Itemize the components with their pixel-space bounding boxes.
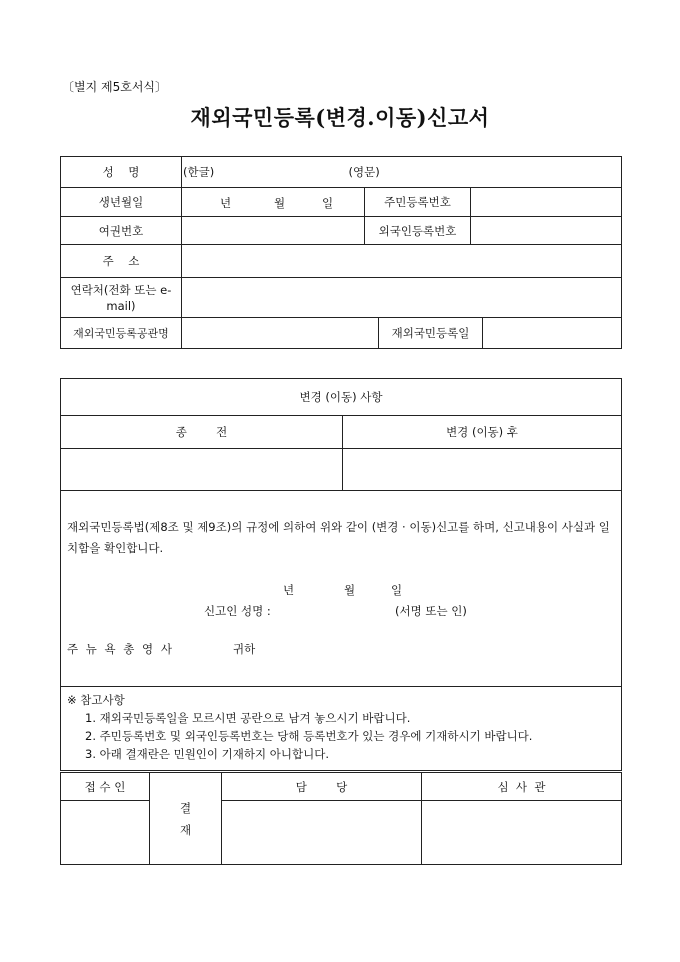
addressee: 주 뉴 욕 총 영 사 [67, 642, 172, 656]
applicant-info-table [60, 156, 622, 318]
resident-no-field[interactable] [471, 188, 622, 217]
declaration-section [61, 491, 622, 687]
declaration-text: 재외국민등록법(제8조 및 제9조)의 규정에 의하여 위와 같이 (변경 · 이동)신고를 하며, 신고내용이 사실과 일치함을 확인합니다. [67, 520, 610, 555]
note-item: 3. 아래 결재란은 민원인이 기재하지 아니합니다. [85, 747, 329, 761]
sign-note: (서명 또는 인) [395, 604, 467, 618]
examiner-field[interactable] [422, 801, 622, 865]
mission-table [60, 317, 622, 349]
mission-field[interactable] [182, 318, 379, 349]
receiver-label: 접 수 인 [61, 773, 150, 801]
birth-label: 생년월일 [61, 188, 182, 217]
approval-label-1: 결 [179, 800, 192, 815]
reg-date-field[interactable] [483, 318, 622, 349]
before-label: 종 전 [61, 416, 343, 449]
passport-label: 여권번호 [61, 217, 182, 245]
contact-field[interactable] [182, 278, 622, 318]
approval-table [60, 772, 622, 865]
after-label: 변경 (이동) 후 [343, 416, 622, 449]
in-charge-field[interactable] [222, 801, 422, 865]
birth-day-label: 일 [322, 196, 334, 210]
name-korean-label: (한글) [183, 165, 215, 179]
changes-header: 변경 (이동) 사항 [61, 379, 622, 416]
decl-month-label: 월 [344, 583, 356, 597]
addressee-suffix: 귀하 [233, 642, 256, 656]
name-field[interactable] [182, 157, 622, 188]
in-charge-label: 담 당 [222, 773, 422, 801]
notes-heading: ※ 참고사항 [67, 693, 125, 707]
approval-label [150, 773, 222, 865]
mission-label: 재외국민등록공관명 [61, 318, 182, 349]
birth-year-label: 년 [220, 196, 232, 210]
address-label: 주 소 [61, 245, 182, 278]
decl-day-label: 일 [391, 583, 403, 597]
name-label: 성 명 [61, 157, 182, 188]
reg-date-label: 재외국민등록일 [379, 318, 483, 349]
foreigner-reg-label: 외국인등록번호 [365, 217, 471, 245]
page-title: 재외국민등록(변경.이동)신고서 [190, 105, 490, 130]
foreigner-reg-field[interactable] [471, 217, 622, 245]
form-number: 〔별지 제5호서식〕 [62, 80, 168, 94]
contact-label: 연락처(전화 또는 e-mail) [61, 278, 182, 318]
note-item: 1. 재외국민등록일을 모르시면 공란으로 남겨 놓으시기 바랍니다. [85, 711, 411, 725]
resident-no-label: 주민등록번호 [365, 188, 471, 217]
birth-month-label: 월 [274, 196, 286, 210]
birth-field[interactable] [182, 188, 365, 217]
signer-name-field[interactable] [287, 599, 391, 619]
after-field[interactable] [343, 449, 622, 491]
address-field[interactable] [182, 245, 622, 278]
signer-label: 신고인 성명 : [204, 604, 271, 618]
examiner-label: 심 사 관 [422, 773, 622, 801]
receiver-field[interactable] [61, 801, 150, 865]
approval-label-2: 재 [179, 822, 192, 837]
change-report-table [60, 378, 622, 771]
before-field[interactable] [61, 449, 343, 491]
notes-section [61, 687, 622, 771]
decl-year-label: 년 [283, 583, 295, 597]
name-english-label: (영문) [348, 165, 380, 179]
passport-field[interactable] [182, 217, 365, 245]
note-item: 2. 주민등록번호 및 외국인등록번호는 당해 등록번호가 있는 경우에 기재하시기 바랍니다. [85, 729, 533, 743]
